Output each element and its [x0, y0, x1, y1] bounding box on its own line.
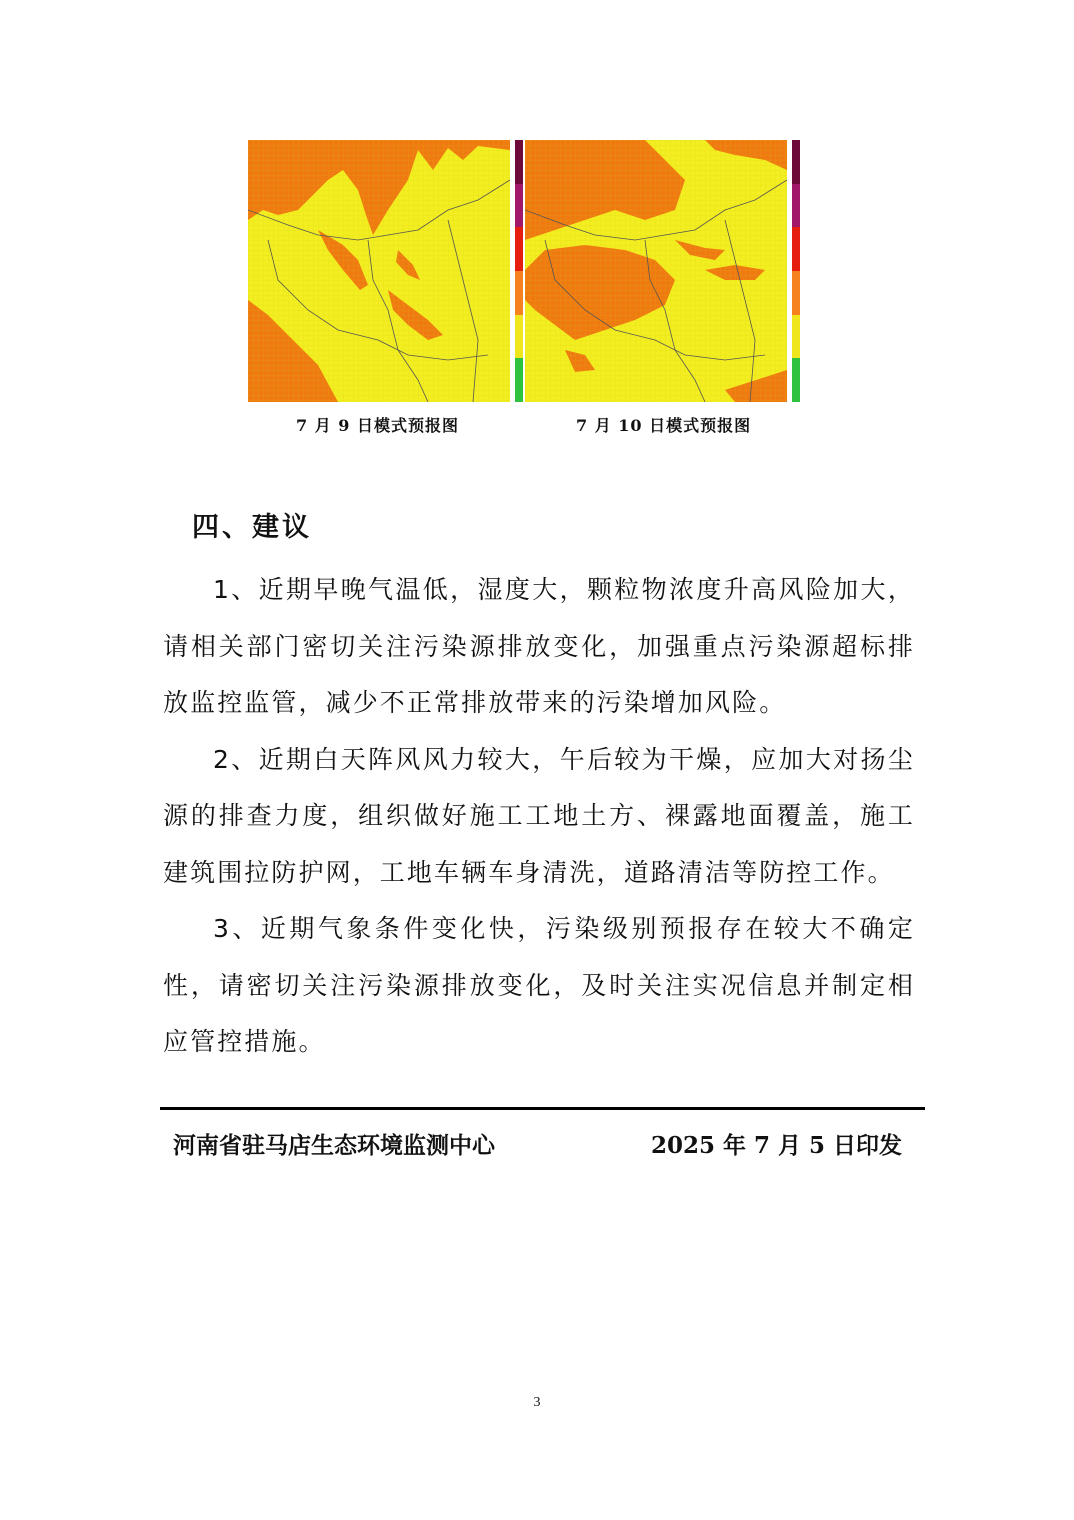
- issue-date: 2025 年 7 月 5 日印发: [650, 1132, 902, 1159]
- figure-caption-july-9: 7 月 9 日模式预报图: [296, 416, 459, 435]
- page-number: 3: [533, 1395, 541, 1410]
- colorbar-segment: [515, 271, 523, 315]
- forecast-map-july-10: [525, 140, 787, 402]
- forecast-maps: [248, 140, 800, 404]
- colorbar-segment: [792, 140, 800, 184]
- colorbar-segment: [792, 271, 800, 315]
- colorbar-segment: [515, 227, 523, 271]
- colorbar-segment: [515, 358, 523, 402]
- issuer-name: 河南省驻马店生态环境监测中心: [173, 1132, 495, 1159]
- colorbar-segment: [792, 184, 800, 228]
- section-heading: 四、建议: [192, 512, 312, 543]
- footer-divider: [160, 1107, 925, 1110]
- recommendation-paragraph-3: 3、近期气象条件变化快，污染级别预报存在较大不确定性，请密切关注污染源排放变化，及时关注实况信息并制定相应管控措施。: [163, 914, 915, 1056]
- forecast-map-july-9-image: [248, 140, 510, 402]
- colorbar-july-10: [792, 140, 800, 402]
- colorbar-segment: [792, 358, 800, 402]
- colorbar-segment: [515, 184, 523, 228]
- colorbar-segment: [515, 315, 523, 359]
- recommendation-paragraph-1: 1、近期早晚气温低，湿度大，颗粒物浓度升高风险加大，请相关部门密切关注污染源排放变化，加强重点污染源超标排放监控监管，减少不正常排放带来的污染增加风险。: [163, 575, 915, 717]
- colorbar-july-9: [515, 140, 523, 402]
- figure-caption-july-10: 7 月 10 日模式预报图: [576, 416, 752, 435]
- colorbar-segment: [792, 315, 800, 359]
- colorbar-segment: [792, 227, 800, 271]
- recommendation-paragraph-2: 2、近期白天阵风风力较大，午后较为干燥，应加大对扬尘源的排查力度，组织做好施工工地土方、裸露地面覆盖，施工建筑围拉防护网，工地车辆车身清洗，道路清洁等防控工作。: [163, 744, 915, 887]
- colorbar-segment: [515, 140, 523, 184]
- recommendations-body: [163, 562, 915, 1071]
- forecast-map-july-9: [248, 140, 510, 402]
- forecast-map-july-10-image: [525, 140, 787, 402]
